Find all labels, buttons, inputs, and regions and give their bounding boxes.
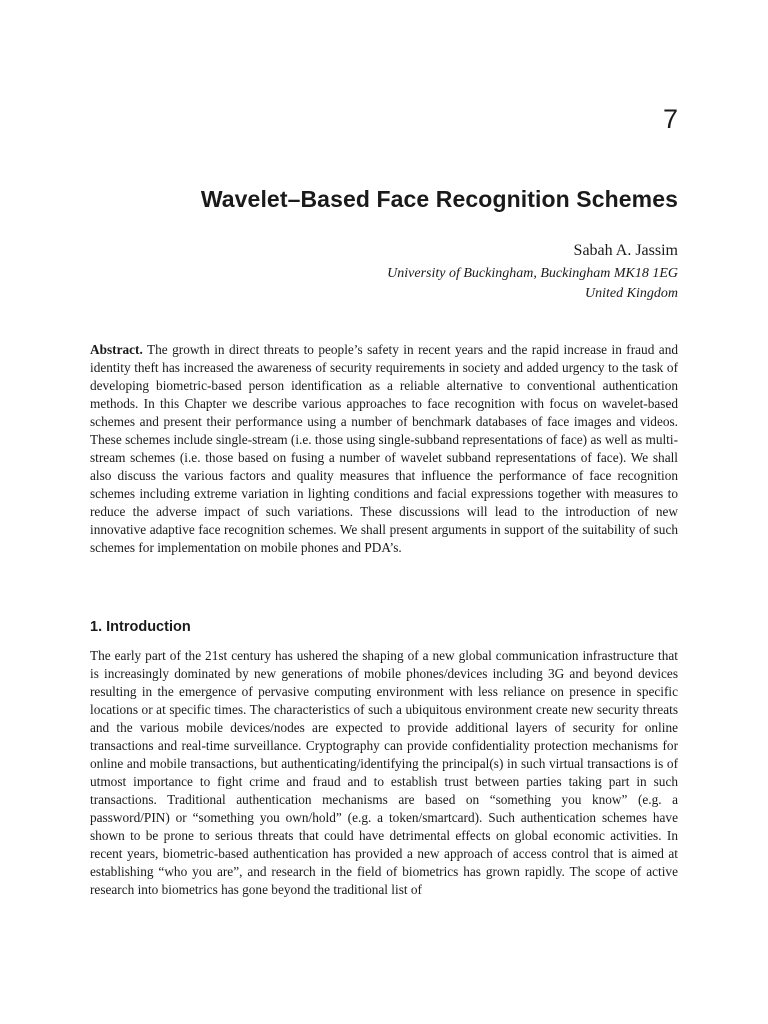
author-name: Sabah A. Jassim bbox=[573, 242, 678, 259]
abstract-paragraph bbox=[90, 341, 678, 557]
abstract-label: Abstract. bbox=[90, 342, 143, 357]
chapter-title: Wavelet–Based Face Recognition Schemes bbox=[200, 186, 678, 212]
abstract-text: The growth in direct threats to people’s safety in recent years and the rapid increase in fraud and identity theft has increased the awareness of security requirements in society and added urgency to the task of developing biometric-based person identification as a reliable alternative to conventional authentication methods. In this Chapter we describe various approaches to face recognition with focus on wavelet-based schemes and present their performance using a number of benchmark databases of face images and videos. These schemes include single-stream (i.e. those using single-subband representations of face) as well as multi-stream schemes (i.e. those based on fusing a number of wavelet subband representations of face). We shall also discuss the various factors and quality measures that influence the performance of face recognition schemes including extreme variation in lighting conditions and facial expressions together with measures to reduce the adverse impact of such variations. These discussions will lead to the introduction of new innovative adaptive face recognition schemes. We shall present arguments in support of the suitability of such schemes for implementation on mobile phones and PDA’s. bbox=[90, 342, 678, 555]
chapter-number: 7 bbox=[662, 104, 678, 134]
author-affiliation bbox=[387, 264, 678, 304]
affiliation-country: United Kingdom bbox=[585, 286, 678, 301]
section-heading-introduction: 1. Introduction bbox=[90, 619, 191, 635]
document-page bbox=[90, 0, 678, 1024]
affiliation-institution: University of Buckingham, Buckingham MK18 1EG bbox=[387, 266, 678, 281]
introduction-paragraph: The early part of the 21st century has ushered the shaping of a new global communication infrastructure that is increasingly dominated by new generations of mobile phones/devices including 3G and beyond devices resulting in the emergence of pervasive computing environment with less reliance on presence in specific locations or at specific times. The characteristics of such a ubiquitous environment create new security threats and the various mobile devices/nodes are expected to provide additional layers of security for online transactions and real-time surveillance. Cryptography can provide confidentiality protection mechanisms for online and mobile transactions, but authenticating/identifying the principal(s) in such virtual transactions is of utmost importance to fight crime and fraud and to establish trust between parties taking part in such transactions. Traditional authentication mechanisms are based on “something you know” (e.g. a password/PIN) or “something you own/hold” (e.g. a token/smartcard). Such authentication schemes have shown to be prone to serious threats that could have detrimental effects on global economic activities. In recent years, biometric-based authentication has provided a new approach of access control that is aimed at establishing “who you are”, and research in the field of biometrics has grown rapidly. The scope of active research into biometrics has gone beyond the traditional list of bbox=[90, 648, 678, 897]
